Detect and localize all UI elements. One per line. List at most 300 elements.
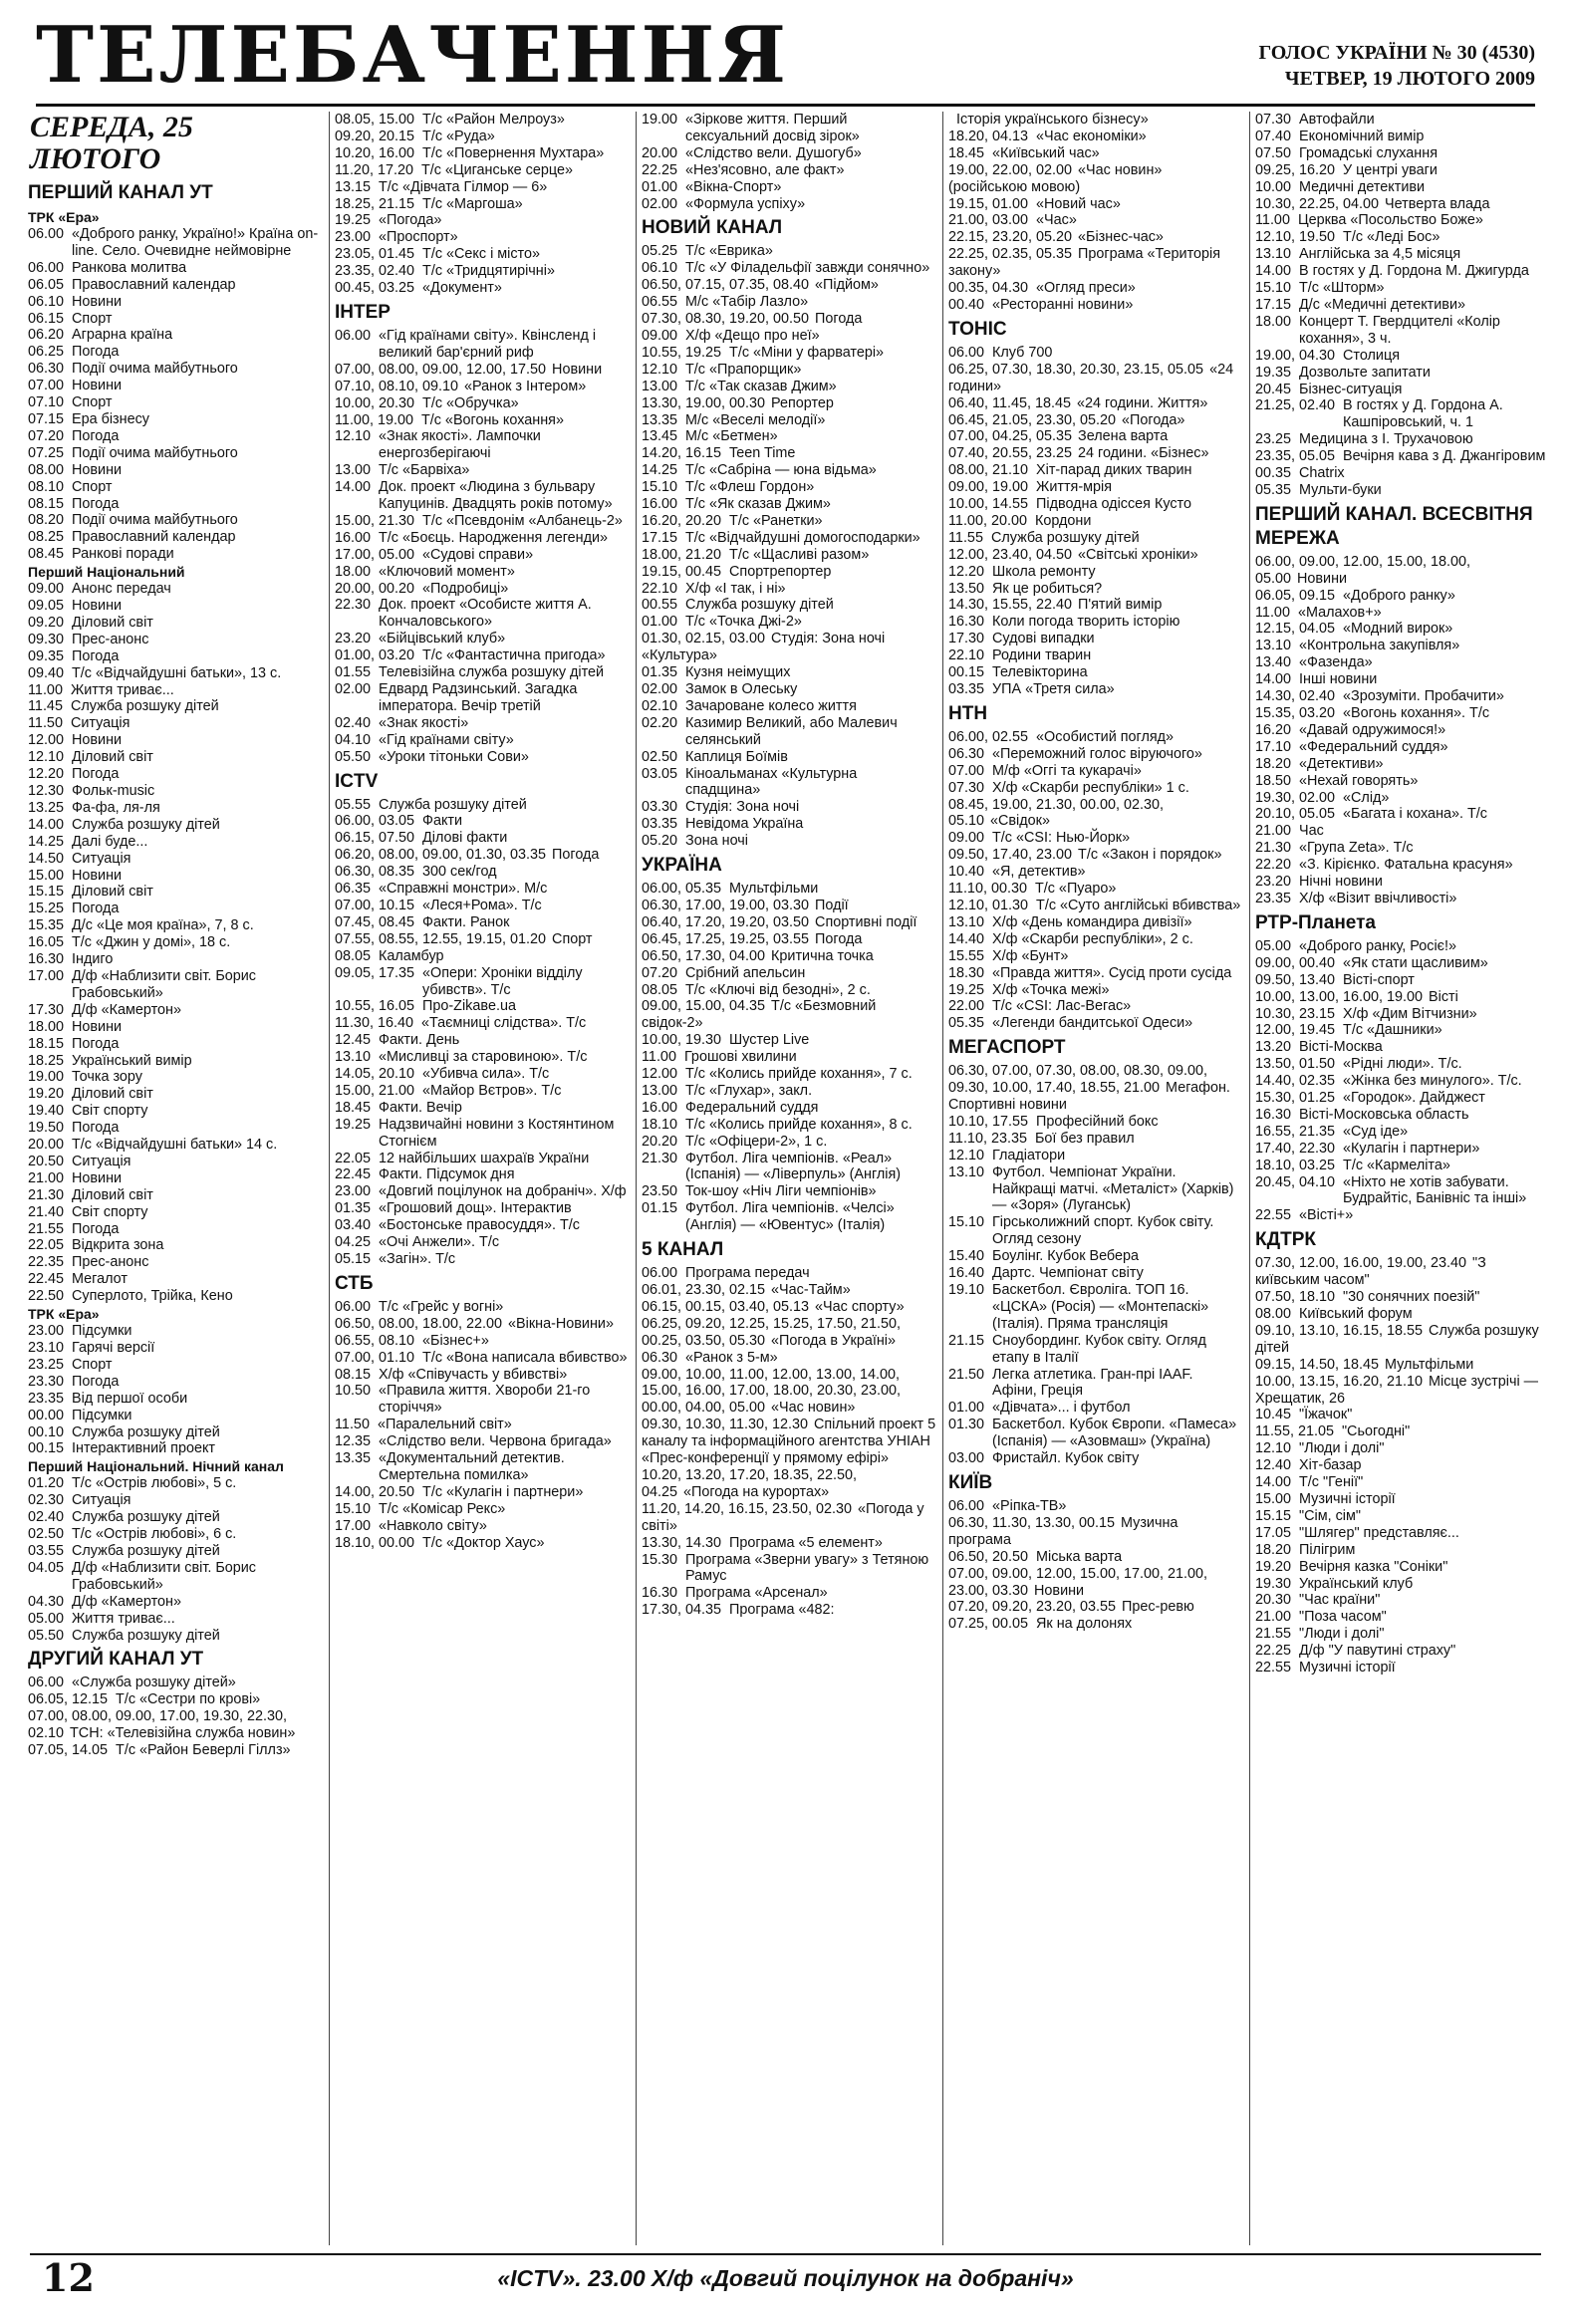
program-title: «Суд іде» — [1343, 1123, 1409, 1140]
program-entry — [28, 1628, 323, 1645]
program-time: 22.10 — [948, 647, 985, 664]
program-entry — [28, 934, 323, 951]
program-entry — [642, 112, 936, 145]
program-entry — [948, 847, 1243, 864]
program-title: Київський форум — [1299, 1306, 1413, 1322]
program-entry — [335, 513, 630, 530]
program-time: 15.00 — [1255, 1490, 1292, 1507]
program-time: 07.00, 08.00, 09.00, 17.00, 19.30, 22.30, 02.10 — [28, 1708, 288, 1742]
program-title: Вісті — [1429, 988, 1458, 1005]
program-title: «Справжні монстри». М/с — [379, 881, 548, 898]
program-time: 08.05 — [335, 947, 372, 964]
program-time: 16.20, 20.20 — [642, 512, 722, 529]
program-entry — [642, 479, 936, 496]
program-entry — [335, 212, 630, 229]
program-entry — [1255, 1643, 1550, 1660]
program-title: Т/с «Міни у фарватері» — [729, 344, 885, 361]
program-time: 15.10 — [948, 1214, 985, 1231]
program-entry — [1255, 1174, 1550, 1208]
program-time: 19.30 — [1255, 1575, 1292, 1592]
listing-column-5 — [1255, 112, 1550, 2245]
program-title: «Леся+Рома». Т/с — [422, 897, 542, 913]
program-time: 13.10 — [948, 913, 985, 930]
program-time: 06.20, 08.00, 09.00, 01.30, 03.35 — [335, 847, 547, 864]
program-time: 11.00, 20.00 — [948, 512, 1027, 529]
program-time: 09.00 — [642, 327, 678, 344]
program-entry — [1255, 1374, 1550, 1408]
program-entry — [642, 881, 936, 898]
program-time: 02.50 — [28, 1526, 65, 1543]
program-time: 06.55 — [642, 294, 678, 311]
program-time: 09.25, 16.20 — [1255, 161, 1336, 178]
program-title: «Слідство вели. Червона бригада» — [379, 1433, 612, 1450]
program-time: 00.35 — [1255, 465, 1292, 482]
program-time: 11.20, 14.20, 16.15, 23.50, 02.30 — [642, 1500, 852, 1517]
program-entry — [335, 749, 630, 766]
program-time: 20.00, 00.20 — [335, 580, 415, 597]
program-entry — [335, 847, 630, 864]
program-time: 00.15 — [28, 1440, 65, 1457]
program-time: 12.15, 04.05 — [1255, 621, 1336, 638]
program-title: «Уроки тітоньки Сови» — [379, 748, 529, 765]
program-entry — [948, 196, 1243, 213]
program-entry — [335, 1535, 630, 1552]
program-time: 06.55, 08.10 — [335, 1332, 415, 1349]
program-entry — [28, 1103, 323, 1120]
program-time: 06.15, 00.15, 03.40, 05.13 — [642, 1298, 810, 1315]
program-title: Телевізійна служба розшуку дітей — [379, 664, 605, 681]
program-entry — [1255, 722, 1550, 739]
program-entry — [28, 344, 323, 361]
program-entry — [642, 1100, 936, 1117]
program-title: Підсумки — [72, 1407, 132, 1423]
program-entry — [642, 799, 936, 816]
program-title: Т/с «Острів любові», 6 с. — [72, 1526, 237, 1543]
program-title: Т/с «Кармеліта» — [1343, 1157, 1450, 1173]
program-entry — [948, 681, 1243, 698]
program-entry — [948, 998, 1243, 1015]
program-title: «Мисливці за старовиною». Т/с — [379, 1049, 588, 1066]
program-entry — [1255, 1207, 1550, 1224]
program-title: «Модний вирок» — [1343, 621, 1453, 638]
program-entry — [335, 797, 630, 814]
program-title: Т/с «Як сказав Джим» — [685, 496, 831, 513]
program-title: Д/ф «Наблизити світ. Борис Грабовський» — [72, 967, 257, 1001]
program-time: 00.10 — [28, 1423, 65, 1440]
program-title: Школа ремонту — [992, 563, 1096, 580]
channel-name: ICTV — [335, 770, 379, 792]
listing-column-3 — [642, 112, 936, 2245]
program-entry — [1255, 739, 1550, 756]
program-title: Вечірня казка "Соніки" — [1299, 1558, 1448, 1575]
program-title: Т/с «Секс і місто» — [422, 246, 540, 263]
program-entry — [28, 968, 323, 1002]
program-title: Новини — [72, 867, 123, 884]
program-entry — [335, 479, 630, 513]
program-time: 12.10 — [28, 749, 65, 766]
program-time: 18.45 — [335, 1099, 372, 1116]
program-time: 07.45, 08.45 — [335, 913, 415, 930]
program-time: 08.00, 21.10 — [948, 462, 1029, 479]
program-time: 19.35 — [1255, 364, 1292, 381]
program-entry — [1255, 1107, 1550, 1124]
program-title: Погода — [72, 427, 120, 444]
program-entry — [28, 327, 323, 344]
program-time: 13.10 — [1255, 638, 1292, 654]
program-entry — [1255, 1440, 1550, 1457]
program-time: 08.45, 19.00, 21.30, 00.00, 02.30, 05.10 — [948, 796, 1165, 830]
program-title: Шустер Live — [729, 1032, 810, 1049]
program-entry — [28, 311, 323, 328]
program-time: 10.45 — [1255, 1407, 1292, 1423]
program-time: 08.45 — [28, 546, 65, 563]
program-entry — [642, 1083, 936, 1100]
program-entry — [1255, 840, 1550, 857]
program-entry — [948, 597, 1243, 614]
program-title: Православний календар — [72, 276, 236, 293]
program-time: 01.15 — [642, 1200, 678, 1217]
program-title: Концерт Т. Гвердцителі «Колір кохання», 3 ч. — [1299, 313, 1500, 347]
program-entry — [335, 547, 630, 564]
program-title: "Шлягер" представляє... — [1299, 1524, 1459, 1541]
program-time: 17.00 — [335, 1517, 372, 1534]
program-time: 21.50 — [948, 1366, 985, 1383]
program-entry — [1255, 857, 1550, 874]
program-title: П'ятий вимір — [1078, 597, 1163, 614]
program-title: Програма «Територія закону» — [948, 246, 1220, 280]
issue-date: ЧЕТВЕР, 19 ЛЮТОГО 2009 — [1284, 68, 1535, 90]
program-time: 12.30 — [28, 783, 65, 799]
program-entry — [1255, 891, 1550, 907]
program-entry — [642, 395, 936, 412]
program-time: 10.20, 16.00 — [335, 144, 415, 161]
program-title: «24 години» — [948, 361, 1234, 394]
program-title: Погода — [815, 311, 863, 328]
program-entry — [1255, 1255, 1550, 1289]
program-time: 22.25, 02.35, 05.35 — [948, 246, 1073, 263]
program-entry — [28, 834, 323, 851]
program-time: 13.25 — [28, 799, 65, 816]
program-entry — [28, 1492, 323, 1509]
program-time: 13.35 — [335, 1450, 372, 1467]
program-entry — [335, 1433, 630, 1450]
program-entry — [1255, 1357, 1550, 1374]
program-time: 00.15 — [948, 664, 985, 681]
program-entry — [28, 1475, 323, 1492]
program-title: Т/с «Повернення Мухтара» — [422, 144, 605, 161]
program-title: "З київським часом" — [1255, 1255, 1486, 1289]
program-time: 10.20, 13.20, 17.20, 18.35, 22.50, 04.25 — [642, 1466, 858, 1500]
program-time: 09.20 — [28, 614, 65, 631]
program-entry — [1255, 112, 1550, 129]
program-time: 13.30, 19.00, 00.30 — [642, 394, 766, 411]
program-entry — [642, 1049, 936, 1066]
program-entry — [948, 614, 1243, 631]
program-entry — [335, 428, 630, 462]
program-title: Т/с «Дівчата Гілмор — 6» — [379, 178, 548, 195]
program-time: 03.35 — [948, 681, 985, 697]
program-entry — [28, 1340, 323, 1357]
program-entry — [642, 1501, 936, 1535]
program-time: 02.00 — [335, 681, 372, 697]
program-title: Т/с «Відчайдушні батьки», 13 с. — [72, 664, 282, 681]
program-title: Сноубординг. Кубок світу. Огляд етапу в Італії — [992, 1332, 1206, 1366]
column-divider — [1249, 112, 1250, 2245]
program-time: 18.00, 21.20 — [642, 546, 722, 563]
program-entry — [948, 1148, 1243, 1164]
program-title: "30 сонячних поезій" — [1343, 1289, 1480, 1306]
program-time: 07.30, 12.00, 16.00, 19.00, 23.40 — [1255, 1255, 1467, 1272]
program-entry — [335, 145, 630, 162]
program-time: 10.55, 19.25 — [642, 344, 722, 361]
program-title: Фа-фа, ля-ля — [72, 799, 160, 816]
program-time: 17.15 — [1255, 296, 1292, 313]
program-entry — [28, 817, 323, 834]
program-time: 14.05, 20.10 — [335, 1066, 415, 1083]
program-time: 19.40 — [28, 1103, 65, 1120]
program-time: 09.00, 00.40 — [1255, 954, 1336, 971]
program-time: 12.00, 23.40, 04.50 — [948, 546, 1073, 563]
program-title: Ранкові поради — [72, 546, 174, 563]
program-time: 21.00 — [28, 1169, 65, 1186]
program-title: Т/с «Відчайдушні домогосподарки» — [685, 529, 920, 546]
program-time: 06.10 — [642, 260, 678, 277]
program-entry — [948, 914, 1243, 931]
program-time: 07.25, 00.05 — [948, 1616, 1029, 1633]
program-entry — [642, 965, 936, 982]
column-divider — [329, 112, 330, 2245]
program-title: «Довгий поцілунок на добраніч». Х/ф — [379, 1183, 627, 1200]
program-time: 15.35 — [28, 917, 65, 934]
program-entry — [1255, 1039, 1550, 1056]
program-time: 21.30 — [1255, 840, 1292, 857]
program-time: 23.35, 02.40 — [335, 263, 415, 280]
program-entry — [335, 647, 630, 664]
program-time: 20.00 — [28, 1137, 65, 1154]
program-title: Ток-шоу «Ніч Ліги чемпіонів» — [685, 1183, 877, 1200]
program-time: 17.30 — [948, 631, 985, 647]
program-time: 06.00, 05.35 — [642, 881, 722, 898]
program-title: «Правда життя». Сусід проти сусіда — [992, 964, 1232, 981]
program-title: Ера бізнесу — [72, 410, 149, 427]
program-time: 23.10 — [28, 1340, 65, 1356]
program-entry — [642, 982, 936, 999]
program-time: 11.00 — [642, 1049, 676, 1066]
program-entry — [948, 1333, 1243, 1367]
program-title: Український клуб — [1299, 1575, 1414, 1592]
program-time: 13.50 — [948, 580, 985, 597]
program-title: Служба розшуку дітей — [70, 698, 219, 715]
program-entry — [335, 1049, 630, 1066]
program-title: Підсумки — [72, 1323, 132, 1340]
program-title: Професійний бокс — [1036, 1113, 1159, 1130]
program-time: 09.50, 17.40, 23.00 — [948, 847, 1073, 864]
program-entry — [948, 129, 1243, 145]
program-time: 06.30, 07.00, 07.30, 08.00, 08.30, 09.00, 09.30, 10.00, 17.40, 18.55, 21.00 — [948, 1063, 1208, 1097]
program-time: 08.25 — [28, 529, 65, 546]
program-entry — [642, 496, 936, 513]
program-entry — [1255, 365, 1550, 382]
program-time: 12.45 — [335, 1032, 372, 1049]
program-title: Хіт-парад диких тварин — [1036, 462, 1192, 479]
program-entry — [28, 800, 323, 817]
program-title: Т/с «Барвіха» — [379, 462, 470, 479]
program-title: М/ф «Оггі та кукарачі» — [992, 762, 1142, 779]
program-entry — [948, 780, 1243, 797]
program-entry — [948, 1015, 1243, 1032]
program-time: 18.50 — [1255, 772, 1292, 789]
program-time: 02.10 — [642, 697, 678, 714]
program-time: 23.35, 05.05 — [1255, 448, 1336, 465]
program-title: Т/с "Генії" — [1299, 1474, 1364, 1491]
program-title: «Давай одружимося!» — [1299, 721, 1446, 738]
program-entry — [1255, 671, 1550, 688]
program-time: 19.15, 00.45 — [642, 563, 722, 580]
program-title: М/с «Веселі мелодії» — [685, 411, 826, 428]
program-entry — [642, 179, 936, 196]
program-entry — [948, 1515, 1243, 1549]
program-time: 06.05, 12.15 — [28, 1691, 109, 1708]
program-title: Про-Zikaвe.ua — [422, 998, 517, 1015]
program-entry — [1255, 314, 1550, 348]
program-time: 19.20 — [28, 1086, 65, 1103]
program-entry — [28, 868, 323, 885]
program-entry — [1255, 1559, 1550, 1576]
program-time: 10.00, 13.00, 16.00, 19.00 — [1255, 988, 1424, 1005]
program-entry — [28, 1708, 323, 1742]
program-entry — [28, 1069, 323, 1086]
program-title: Спорт — [552, 930, 593, 947]
program-time: 06.50, 07.15, 07.35, 08.40 — [642, 277, 810, 294]
program-entry — [28, 1357, 323, 1374]
program-time: 22.25 — [1255, 1643, 1292, 1660]
program-time: 11.50 — [335, 1417, 370, 1433]
program-entry — [335, 1066, 630, 1083]
program-time: 05.35 — [1255, 481, 1292, 498]
program-title: Столиця — [1343, 347, 1401, 364]
program-entry — [1255, 1090, 1550, 1107]
masthead-info — [1258, 40, 1535, 92]
program-title: Інші новини — [1299, 671, 1378, 688]
program-entry — [1255, 1592, 1550, 1609]
program-title: «Бізнес-час» — [1078, 229, 1164, 246]
program-time: 14.50 — [28, 850, 65, 867]
program-entry — [28, 648, 323, 665]
program-entry — [642, 362, 936, 379]
broadcaster-subheading: ТРК «Ера» — [28, 209, 100, 225]
program-entry — [28, 682, 323, 699]
program-entry — [948, 931, 1243, 948]
program-title: Аграрна країна — [72, 327, 173, 344]
program-time: 21.40 — [28, 1203, 65, 1220]
program-time: 09.00, 15.00, 04.35 — [642, 998, 766, 1015]
program-entry — [1255, 129, 1550, 145]
program-entry — [948, 982, 1243, 999]
program-entry — [642, 715, 936, 749]
program-entry — [335, 196, 630, 213]
program-entry — [1255, 397, 1550, 431]
program-title: Т/с «Суто англійські вбивства» — [1036, 897, 1241, 913]
program-time: 18.10 — [642, 1116, 678, 1133]
program-time: 11.55, 21.05 — [1255, 1423, 1334, 1440]
program-title: Служба розшуку дітей — [1255, 1322, 1539, 1356]
program-time: 07.20 — [28, 427, 65, 444]
program-title: В гостях у Д. Гордона М. Джигурда — [1299, 263, 1529, 280]
program-title: Д/ф «Камертон» — [72, 1593, 181, 1610]
program-title: Т/с «Пуаро» — [1034, 881, 1117, 898]
program-title: Погода — [72, 495, 120, 512]
program-title: Гарячі версії — [72, 1340, 155, 1356]
program-time: 15.15 — [28, 884, 65, 901]
program-entry — [28, 277, 323, 294]
program-title: Новини — [72, 732, 123, 749]
program-entry — [335, 1417, 630, 1433]
program-time: 18.15 — [28, 1035, 65, 1052]
program-title: Х/ф «Співучасть у вбивстві» — [379, 1366, 568, 1383]
program-entry — [28, 1254, 323, 1271]
program-time: 14.25 — [28, 833, 65, 850]
program-entry — [335, 1450, 630, 1484]
program-title: Міська варта — [1036, 1548, 1123, 1565]
program-time: 11.45 — [28, 698, 63, 715]
program-title: Служба розшуку дітей — [379, 796, 527, 813]
program-entry — [1255, 348, 1550, 365]
program-entry — [948, 395, 1243, 412]
program-title: «Ресторанні новини» — [992, 296, 1134, 313]
program-entry — [948, 729, 1243, 746]
program-title: Каплиця Боїмів — [685, 748, 788, 765]
program-time: 03.30 — [642, 799, 678, 816]
program-entry — [1255, 246, 1550, 263]
program-time: 04.05 — [28, 1559, 65, 1576]
program-time: 06.25 — [28, 344, 65, 361]
program-title: «Доброго ранку, Росіє!» — [1299, 937, 1456, 954]
program-title: Т/с «Так сказав Джим» — [685, 378, 837, 394]
program-title: Баскетбол. Євроліга. ТОП 16. «ЦСКА» (Росія) — «Монтепаскі» (Італія). Пряма трансляція — [992, 1282, 1209, 1332]
program-title: ТСН: «Телевізійна служба новин» — [70, 1725, 296, 1742]
program-title: Т/с «Точка Джі-2» — [685, 614, 802, 631]
program-entry — [642, 1552, 936, 1586]
program-title: Точка зору — [72, 1069, 142, 1086]
program-time: 01.55 — [335, 664, 372, 681]
program-entry — [28, 1204, 323, 1221]
program-title: Репортер — [771, 394, 834, 411]
program-entry — [948, 1265, 1243, 1282]
program-entry — [642, 328, 936, 345]
program-time: 01.00 — [642, 178, 678, 195]
program-title: Замок в Олеську — [685, 681, 798, 697]
program-entry — [28, 1440, 323, 1457]
program-time: 18.20 — [1255, 755, 1292, 772]
program-title: «Слідство вели. Душогуб» — [685, 144, 862, 161]
program-entry — [335, 1251, 630, 1268]
day-title: СЕРЕДА, 25 ЛЮТОГО — [30, 112, 193, 175]
program-title: Мультфільми — [1385, 1356, 1474, 1373]
listing-column-1 — [28, 112, 323, 2245]
program-entry — [335, 246, 630, 263]
program-entry — [28, 1691, 323, 1708]
program-time: 09.20, 20.15 — [335, 128, 415, 144]
program-title: Федеральний суддя — [685, 1099, 819, 1116]
program-title: «Правила життя. Хвороби 21-го сторіччя» — [379, 1383, 591, 1417]
program-entry — [948, 362, 1243, 395]
program-entry — [642, 145, 936, 162]
program-title: Т/с «Маргоша» — [422, 195, 523, 212]
program-title: Т/с «CSI: Нью-Йорк» — [992, 830, 1131, 847]
program-entry — [642, 1151, 936, 1184]
masthead-rule — [36, 104, 1535, 107]
program-time: 07.00 — [28, 378, 65, 394]
